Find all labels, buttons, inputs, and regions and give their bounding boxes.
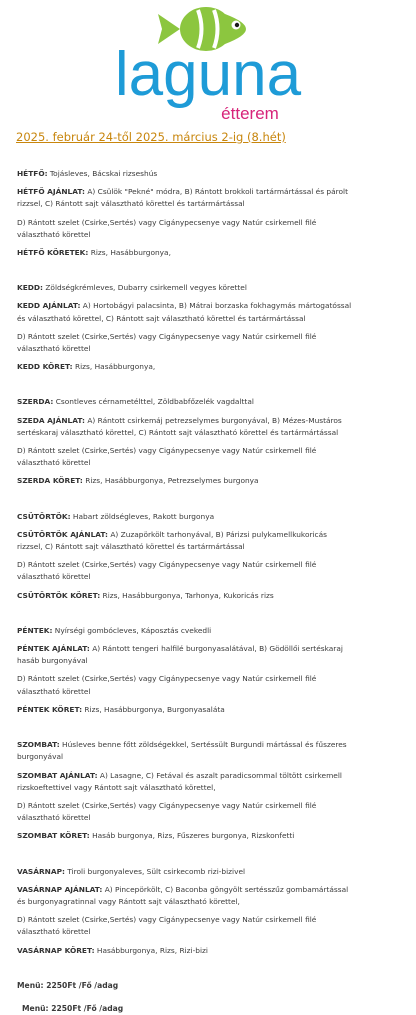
weekly-menu xyxy=(17,168,353,1015)
monday-sides: HÉTFŐ KÖRETEK: Rizs, Hasábburgonya, xyxy=(17,248,171,258)
wednesday-sides: SZERDA KÖRET: Rizs, Hasábburgonya, Petrezselymes burgonya xyxy=(17,476,259,486)
week-title[interactable]: 2025. február 24-től 2025. március 2-ig (8.hét) xyxy=(16,130,286,144)
saturday-offer-d: D) Rántott szelet (Csirke,Sertés) vagy Cigánypecsenye vagy Natúr csirkemell filé választható körettel xyxy=(17,800,317,823)
thursday-offer: CSÜTÖRTÖK AJÁNLAT: A) Zuzapörkölt tarhonyával, B) Párizsi pulykamellkukoricás rizzsel, C) Rántott sajt választható körettel és tartármártással xyxy=(17,529,328,552)
saturday-sides: SZOMBAT KÖRET: Hasáb burgonya, Rizs, Fűszeres burgonya, Rizskonfetti xyxy=(17,831,295,841)
monday-soup: HÉTFŐ: Tojásleves, Bácskai rizseshús xyxy=(17,169,158,178)
brand-subtitle: étterem xyxy=(221,104,279,123)
friday-offer: PÉNTEK AJÁNLAT: A) Rántott tengeri halfilé burgonyasalátával, B) Gödöllői sertéskaraj hasáb burgonyával xyxy=(17,644,343,666)
tuesday-soup: KEDD: Zöldségkrémleves, Dubarry csirkemell vegyes körettel xyxy=(17,283,247,293)
menu-price: Menü: 2250Ft /Fő /adag xyxy=(17,980,119,990)
friday-soup: PÉNTEK: Nyírségi gombócleves, Káposztás cvekedli xyxy=(17,625,212,635)
thursday-sides: CSÜTÖRTÖK KÖRET: Rizs, Hasábburgonya, Tarhonya, Kukoricás rizs xyxy=(17,590,274,600)
saturday-offer: SZOMBAT AJÁNLAT: A) Lasagne, C) Fetával és aszalt paradicsommal töltött csirkemell rizskoeftettivel vagy Rántott sajt választható körettel, xyxy=(17,770,342,792)
thursday-offer-d: D) Rántott szelet (Csirke,Sertés) vagy Cigánypecsenye vagy Natúr csirkemell filé választható körettel xyxy=(17,560,317,582)
sunday-sides: VASÁRNAP KÖRET: Hasábburgonya, Rizs, Rizi-bizi xyxy=(17,945,208,955)
wednesday-soup: SZERDA: Csontleves cérnametélttel, Zöldbabfőzelék vagdalttal xyxy=(17,397,254,407)
monday-offer: HÉTFŐ AJÁNLAT: A) Csülök "Pekné" módra, B) Rántott brokkoli tartármártással és párolt rizzsel, C) Rántott sajt választható körettel és tartármártással xyxy=(17,187,348,209)
tuesday-sides: KEDD KÖRET: Rizs, Hasábburgonya, xyxy=(17,362,156,372)
tuesday-offer-d: D) Rántott szelet (Csirke,Sertés) vagy Cigánypecsenye vagy Natúr csirkemell filé választható körettel xyxy=(17,331,317,354)
thursday-soup: CSÜTÖRTÖK: Habart zöldségleves, Rakott burgonya xyxy=(17,511,215,521)
sunday-offer: VASÁRNAP AJÁNLAT: A) Pincepörkölt, C) Baconba göngyölt sertésszűz gombamártással és burgonyagratinnal vagy Rántott sajt választható körettel, xyxy=(17,884,349,906)
friday-offer-d: D) Rántott szelet (Csirke,Sertés) vagy Cigánypecsenye vagy Natúr csirkemell filé választható körettel xyxy=(17,674,317,696)
wednesday-offer: SZEDA AJÁNLAT: A) Rántott csirkemáj petrezselymes burgonyával, B) Mézes-Mustáros sertéskaraj választható körettel, C) Rántott sajt választható körettel és tartármártással xyxy=(17,415,342,437)
restaurant-logo xyxy=(0,0,416,125)
logo-graphic xyxy=(0,0,416,125)
saturday-soup: SZOMBAT: Húsleves benne főtt zöldségekkel, Sertéssült Burgundi mártással és fűszeres burgonyával xyxy=(17,740,347,762)
sunday-soup: VASÁRNAP: Tiroli burgonyaleves, Sült csirkecomb rizi-bizivel xyxy=(17,866,246,876)
tuesday-offer: KEDD AJÁNLAT: A) Hortobágyi palacsinta, B) Mátrai borzaska fokhagymás mártogatóssal és választható körettel, C) Rántott sajt választható körettel és tartármártással xyxy=(17,301,352,323)
brand-name: laguna xyxy=(114,40,302,109)
monday-offer-d: D) Rántott szelet (Csirke,Sertés) vagy Cigánypecsenye vagy Natúr csirkemell filé választható körettel xyxy=(17,217,317,239)
wednesday-offer-d: D) Rántott szelet (Csirke,Sertés) vagy Cigánypecsenye vagy Natúr csirkemell filé választható körettel xyxy=(17,446,317,468)
sunday-offer-d: D) Rántott szelet (Csirke,Sertés) vagy Cigánypecsenye vagy Natúr csirkemell filé választható körettel xyxy=(17,915,317,937)
menu-price-repeat: Menü: 2250Ft /Fő /adag xyxy=(22,1003,124,1013)
friday-sides: PÉNTEK KÖRET: Rizs, Hasábburgonya, Burgonyasaláta xyxy=(17,704,225,714)
